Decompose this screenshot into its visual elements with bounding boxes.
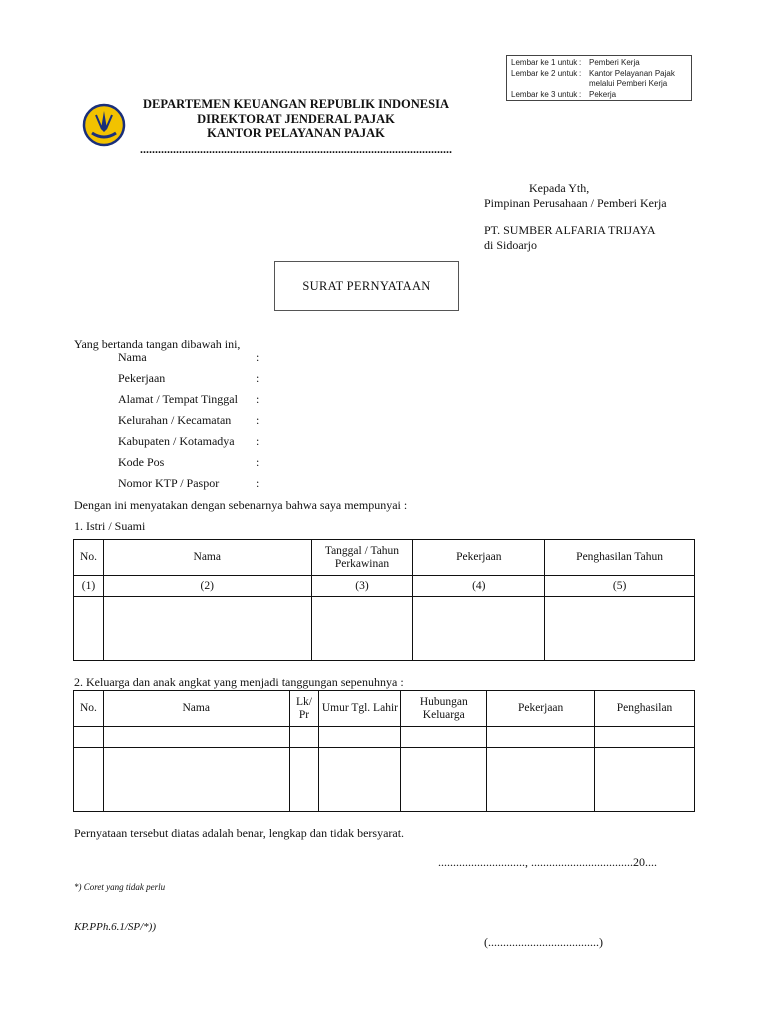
letterhead	[136, 97, 456, 155]
col-header-no: No.	[74, 691, 104, 727]
col-header-pekerjaan: Pekerjaan	[487, 691, 595, 727]
table-cell[interactable]	[401, 727, 487, 748]
dependents-table	[73, 690, 695, 812]
table-cell[interactable]	[487, 727, 595, 748]
copy-row-1: Lembar ke 1 untuk : Pemberi Kerja	[511, 58, 640, 67]
address-company: PT. SUMBER ALFARIA TRIJAYA	[484, 223, 656, 237]
col-header-penghasilan: Penghasilan	[595, 691, 695, 727]
header-line-1: DEPARTEMEN KEUANGAN REPUBLIK INDONESIA	[143, 97, 449, 111]
closing-text: Pernyataan tersebut diatas adalah benar, lengkap dan tidak bersyarat.	[74, 826, 405, 840]
col-number: (4)	[413, 576, 545, 597]
table-cell[interactable]	[289, 748, 319, 812]
header-dots: ........................................................................................................	[140, 142, 452, 155]
table-row	[74, 727, 695, 748]
col-number: (5)	[545, 576, 695, 597]
col-header-no: No.	[74, 540, 104, 576]
table-cell[interactable]	[311, 597, 413, 661]
col-header-nama: Nama	[103, 691, 289, 727]
signature-line: (.....................................)	[484, 935, 603, 949]
table-header-row	[74, 691, 695, 727]
address-city: di Sidoarjo	[484, 238, 537, 252]
col-number: (3)	[311, 576, 413, 597]
table-cell[interactable]	[413, 597, 545, 661]
table-cell[interactable]	[319, 727, 401, 748]
identity-fields: Nama : Pekerjaan : Alamat / Tempat Tinggal : Kelurahan / Kecamatan : Kabupaten / Kotamadya : Kode Pos : Nomor KTP / Paspor :	[118, 350, 260, 490]
table-cell[interactable]	[595, 727, 695, 748]
copy-row-3: Lembar ke 3 untuk : Pekerja	[511, 89, 617, 99]
footnote: *) Coret yang tidak perlu	[74, 882, 166, 892]
table-cell[interactable]	[74, 597, 104, 661]
table-cell[interactable]	[401, 748, 487, 812]
copy-row-2: Lembar ke 2 untuk : Kantor Pelayanan Pajak	[511, 68, 675, 78]
copy-distribution-box	[506, 55, 692, 101]
spouse-table	[73, 539, 695, 661]
address-line-1: Kepada Yth,	[529, 181, 590, 195]
col-header-umur: Umur Tgl. Lahir	[319, 691, 401, 727]
table-row	[74, 597, 695, 661]
copy-row-2b: melalui Pemberi Kerja	[589, 79, 668, 88]
col-number: (2)	[103, 576, 311, 597]
table-row	[74, 748, 695, 812]
table-cell[interactable]	[74, 748, 104, 812]
intro-text: Yang bertanda tangan dibawah ini,	[74, 337, 241, 351]
table-number-row	[74, 576, 695, 597]
document-title: SURAT PERNYATAAN	[302, 278, 431, 293]
table-cell[interactable]	[545, 597, 695, 661]
col-header-gender: Lk/ Pr	[289, 691, 319, 727]
header-line-2: DIREKTORAT JENDERAL PAJAK	[197, 111, 395, 126]
col-header-hubungan: Hubungan Keluarga	[401, 691, 487, 727]
date-place-line: ............................., ..................................20....	[438, 855, 657, 869]
address-line-2: Pimpinan Perusahaan / Pemberi Kerja	[484, 196, 667, 210]
col-header-tanggal: Tanggal / Tahun Perkawinan	[311, 540, 413, 576]
table-cell[interactable]	[103, 597, 311, 661]
col-header-nama: Nama	[103, 540, 311, 576]
col-header-pekerjaan: Pekerjaan	[413, 540, 545, 576]
col-header-penghasilan: Penghasilan Tahun	[545, 540, 695, 576]
section-2-heading: 2. Keluarga dan anak angkat yang menjadi tanggungan sepenuhnya :	[74, 675, 404, 689]
table-header-row	[74, 540, 695, 576]
section-1-heading: 1. Istri / Suami	[74, 519, 146, 533]
table-cell[interactable]	[595, 748, 695, 812]
table-cell[interactable]	[103, 748, 289, 812]
form-code: KP.PPh.6.1/SP/*))	[74, 921, 156, 933]
header-line-3: KANTOR PELAYANAN PAJAK	[207, 126, 385, 140]
table-cell[interactable]	[289, 727, 319, 748]
table-cell[interactable]	[103, 727, 289, 748]
document-title-box	[274, 261, 459, 311]
ministry-logo-icon	[82, 103, 126, 147]
col-number: (1)	[74, 576, 104, 597]
table-cell[interactable]	[74, 727, 104, 748]
table-cell[interactable]	[319, 748, 401, 812]
statement-text: Dengan ini menyatakan dengan sebenarnya bahwa saya mempunyai :	[74, 498, 408, 512]
table-cell[interactable]	[487, 748, 595, 812]
